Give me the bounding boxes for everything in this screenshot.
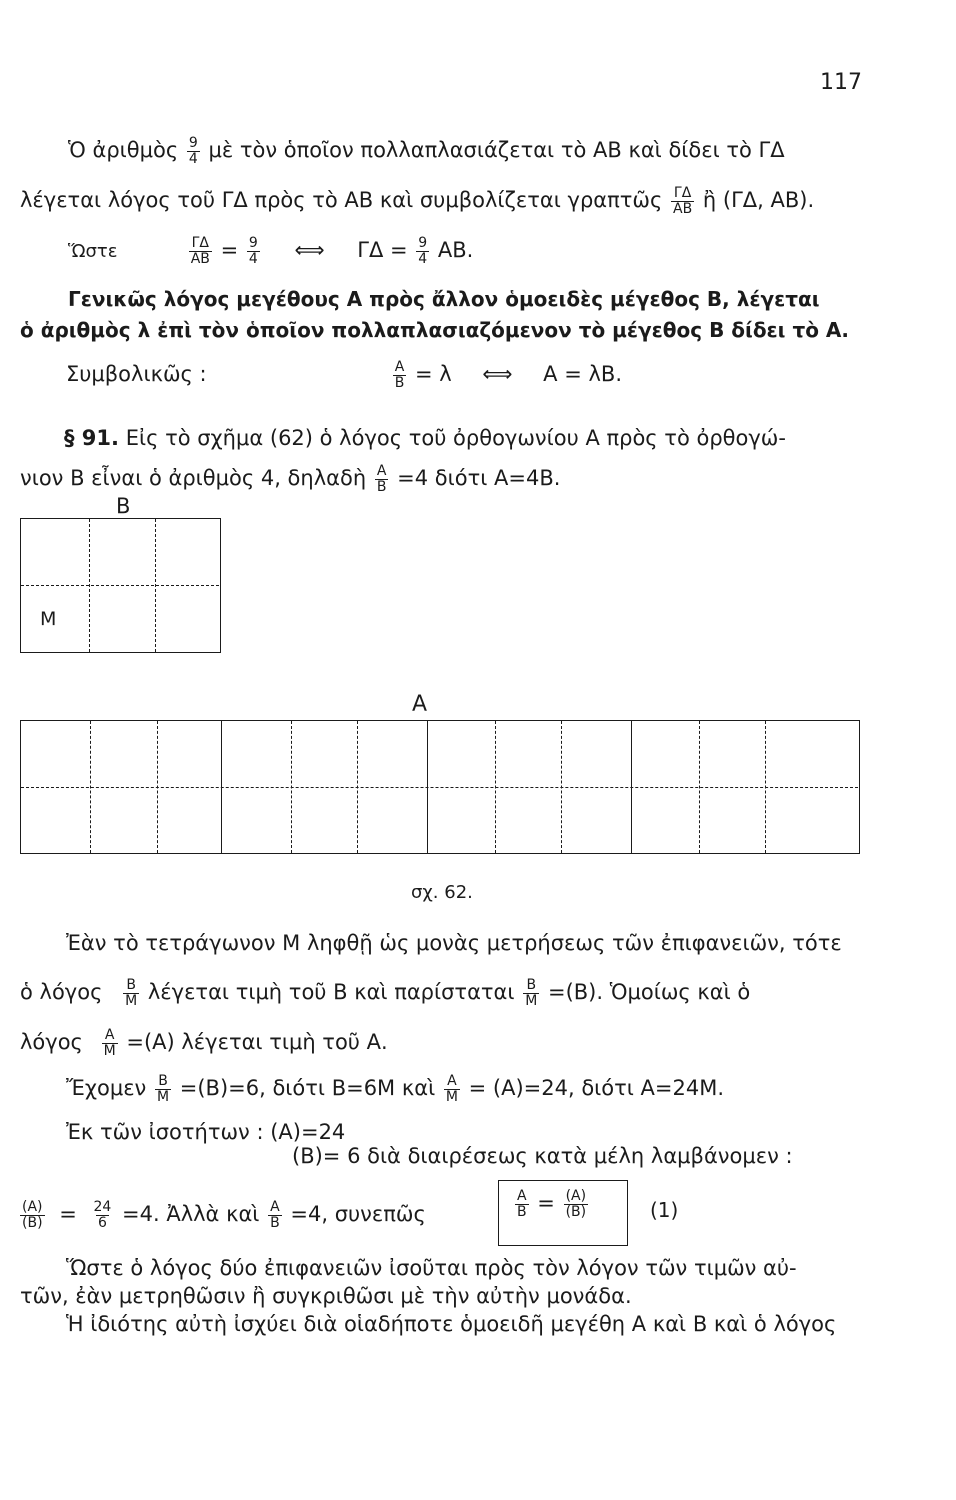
numerator: Α	[270, 1199, 280, 1215]
text-run: = λ	[414, 362, 452, 387]
paragraph-2-line-1: Ἐὰν τὸ τετράγωνον Μ ληφθῇ ὡς μονὰς μετρήσεως τῶν ἐπιφανειῶν, τότε	[66, 931, 842, 955]
paragraph-2-line-9: τῶν, ἐὰν μετρηθῶσιν ἢ συγκριθῶσι μὲ τὴν αὐτὴν μονάδα.	[20, 1284, 632, 1308]
numerator: Α	[517, 1188, 527, 1204]
text-run: Ἔχομεν	[66, 1076, 147, 1101]
numerator: (Α)	[22, 1199, 43, 1215]
numerator: 9	[418, 235, 428, 251]
fraction-a-m	[102, 1028, 118, 1058]
fraction-a-b	[393, 360, 407, 390]
page-number: 117	[820, 70, 862, 95]
numerator: Β	[158, 1073, 168, 1089]
denominator: Β	[394, 374, 405, 391]
numerator: 24	[93, 1199, 112, 1215]
fraction-gd-ab	[189, 236, 212, 266]
text-run: Ὥστε	[68, 241, 118, 263]
fraction-va-vb	[564, 1189, 589, 1219]
fraction-gd-over-ab	[671, 186, 694, 216]
text-run: Συμβολικῶς :	[66, 362, 207, 387]
numerator: Β	[126, 977, 136, 993]
text-run: =4 διότι Α=4Β.	[397, 466, 561, 491]
denominator: Μ	[103, 1042, 116, 1059]
figure-label-m: Μ	[40, 608, 57, 630]
denominator: Β	[270, 1214, 280, 1231]
fraction-b-m	[523, 978, 539, 1008]
section-mark: § 91.	[64, 426, 120, 450]
definition-line-2: ὁ ἀριθμὸς λ ἐπὶ τὸν ὁποῖον πολλαπλασιαζόμενον τὸ μέγεθος Β δίδει τὸ Α.	[20, 318, 849, 342]
text-run: λέγεται λόγος τοῦ ΓΔ πρὸς τὸ ΑΒ καὶ συμβολίζεται γραπτῶς	[20, 188, 663, 213]
fraction-9-over-4	[187, 136, 200, 166]
fraction-9-4	[247, 236, 260, 266]
denominator: Β	[376, 478, 387, 495]
text-run: ΑΒ.	[437, 238, 474, 263]
text-run: Α = λΒ.	[543, 362, 622, 387]
figure-label-b: Β	[116, 494, 131, 518]
numerator: ΓΔ	[673, 185, 692, 201]
numerator: Α	[394, 359, 405, 375]
symbolic-line	[66, 360, 622, 390]
equation-tag: (1)	[650, 1198, 679, 1222]
denominator: ΑΒ	[673, 200, 693, 217]
fraction-va-vb	[20, 1200, 45, 1230]
paragraph-2-line-10: Ἡ ἰδιότης αὐτὴ ἰσχύει διὰ οἱαδήποτε ὁμοειδῆ μεγέθη Α καὶ Β καὶ ὁ λόγος	[66, 1312, 837, 1336]
numerator: ΓΔ	[191, 235, 209, 251]
equals-sign: =	[537, 1191, 555, 1216]
numerator: 9	[248, 235, 258, 251]
text-run: ὁ λόγος	[20, 980, 103, 1005]
text-run: =(Α) λέγεται τιμὴ τοῦ Α.	[126, 1030, 388, 1055]
text-run: λέγεται τιμὴ τοῦ Β καὶ παρίσταται	[147, 980, 515, 1005]
paragraph-2-line-3	[20, 1028, 388, 1058]
denominator: Μ	[125, 992, 138, 1009]
text-run: =(Β)=6, διότι Β=6Μ καὶ	[179, 1076, 436, 1101]
figure-label-a: Α	[412, 692, 428, 717]
section-91-line-1	[64, 428, 786, 449]
paragraph-2-line-2	[20, 978, 750, 1008]
denominator: 4	[188, 150, 198, 167]
fraction-24-6	[92, 1200, 114, 1230]
text-run: Ὁ ἀριθμὸς	[68, 138, 179, 163]
text-run: Εἰς τὸ σχῆμα (62) ὁ λόγος τοῦ ὀρθογωνίου Α πρὸς τὸ ὀρθογώ-	[125, 426, 786, 450]
numerator: Α	[447, 1073, 457, 1089]
text-run: =(Β). Ὁμοίως καὶ ὁ	[547, 980, 751, 1005]
equals-sign: =	[59, 1202, 77, 1227]
fraction-9-4-b	[416, 236, 429, 266]
denominator: Μ	[156, 1088, 170, 1105]
fraction-a-b	[375, 464, 389, 494]
boxed-formula-content	[513, 1189, 590, 1219]
denominator: 4	[418, 250, 428, 267]
text-run: ἢ (ΓΔ, ΑΒ).	[702, 188, 815, 213]
grid-line	[21, 787, 858, 788]
denominator: Β	[517, 1203, 527, 1220]
boxed-formula	[498, 1180, 628, 1246]
numerator: Α	[376, 463, 387, 479]
paragraph-2-line-8: Ὥστε ὁ λόγος δύο ἐπιφανειῶν ἰσοῦται πρὸς τὸν λόγον τῶν τιμῶν αὐ-	[66, 1256, 797, 1280]
equivalence-arrow: ⟺	[482, 362, 513, 387]
paragraph-1-line-2	[20, 186, 814, 216]
paragraph-2-line-6: (Β)= 6 διὰ διαιρέσεως κατὰ μέλη λαμβάνομεν :	[292, 1144, 793, 1168]
denominator: (Β)	[565, 1203, 587, 1220]
text-run: λόγος	[20, 1030, 83, 1055]
rectangle-a	[20, 720, 860, 854]
equivalence-arrow: ⟺	[294, 238, 325, 263]
grid-line	[21, 585, 219, 586]
fraction-b-m	[155, 1074, 171, 1104]
fraction-b-m	[123, 978, 139, 1008]
definition-line-1: Γενικῶς λόγος μεγέθους Α πρὸς ἄλλον ὁμοειδὲς μέγεθος Β, λέγεται	[68, 287, 820, 311]
text-run: = (Α)=24, διότι Α=24Μ.	[468, 1076, 725, 1101]
figure-caption: σχ. 62.	[411, 882, 473, 903]
denominator: 6	[97, 1214, 107, 1231]
denominator: 4	[248, 250, 258, 267]
fraction-a-b	[515, 1189, 529, 1219]
denominator: Μ	[525, 992, 538, 1009]
equals-sign: =	[220, 238, 239, 263]
text-run: ΓΔ =	[357, 238, 408, 263]
section-91-line-2	[20, 464, 560, 494]
numerator: Α	[104, 1027, 115, 1043]
numerator: 9	[188, 135, 198, 151]
paragraph-2-line-5: Ἐκ τῶν ἰσοτήτων : (Α)=24	[66, 1120, 346, 1144]
text-run: μὲ τὸν ὁποῖον πολλαπλασιάζεται τὸ ΑΒ καὶ δίδει τὸ ΓΔ	[208, 138, 785, 163]
equation-line	[68, 236, 473, 266]
paragraph-2-line-7	[18, 1200, 426, 1230]
numerator: Β	[526, 977, 537, 993]
text-run: =4. Ἀλλὰ καὶ	[122, 1202, 260, 1227]
denominator: Μ	[445, 1088, 458, 1105]
text-run: νιον Β εἶναι ὁ ἀριθμὸς 4, δηλαδὴ	[20, 466, 367, 491]
paragraph-1-line-1	[68, 136, 785, 166]
numerator: (Α)	[565, 1188, 587, 1204]
rectangle-b	[20, 518, 221, 653]
denominator: (Β)	[22, 1214, 43, 1231]
fraction-a-b	[268, 1200, 282, 1230]
fraction-a-m	[444, 1074, 460, 1104]
paragraph-2-line-4	[66, 1074, 724, 1104]
text-run: =4, συνεπῶς	[290, 1202, 426, 1227]
denominator: ΑΒ	[190, 250, 210, 267]
